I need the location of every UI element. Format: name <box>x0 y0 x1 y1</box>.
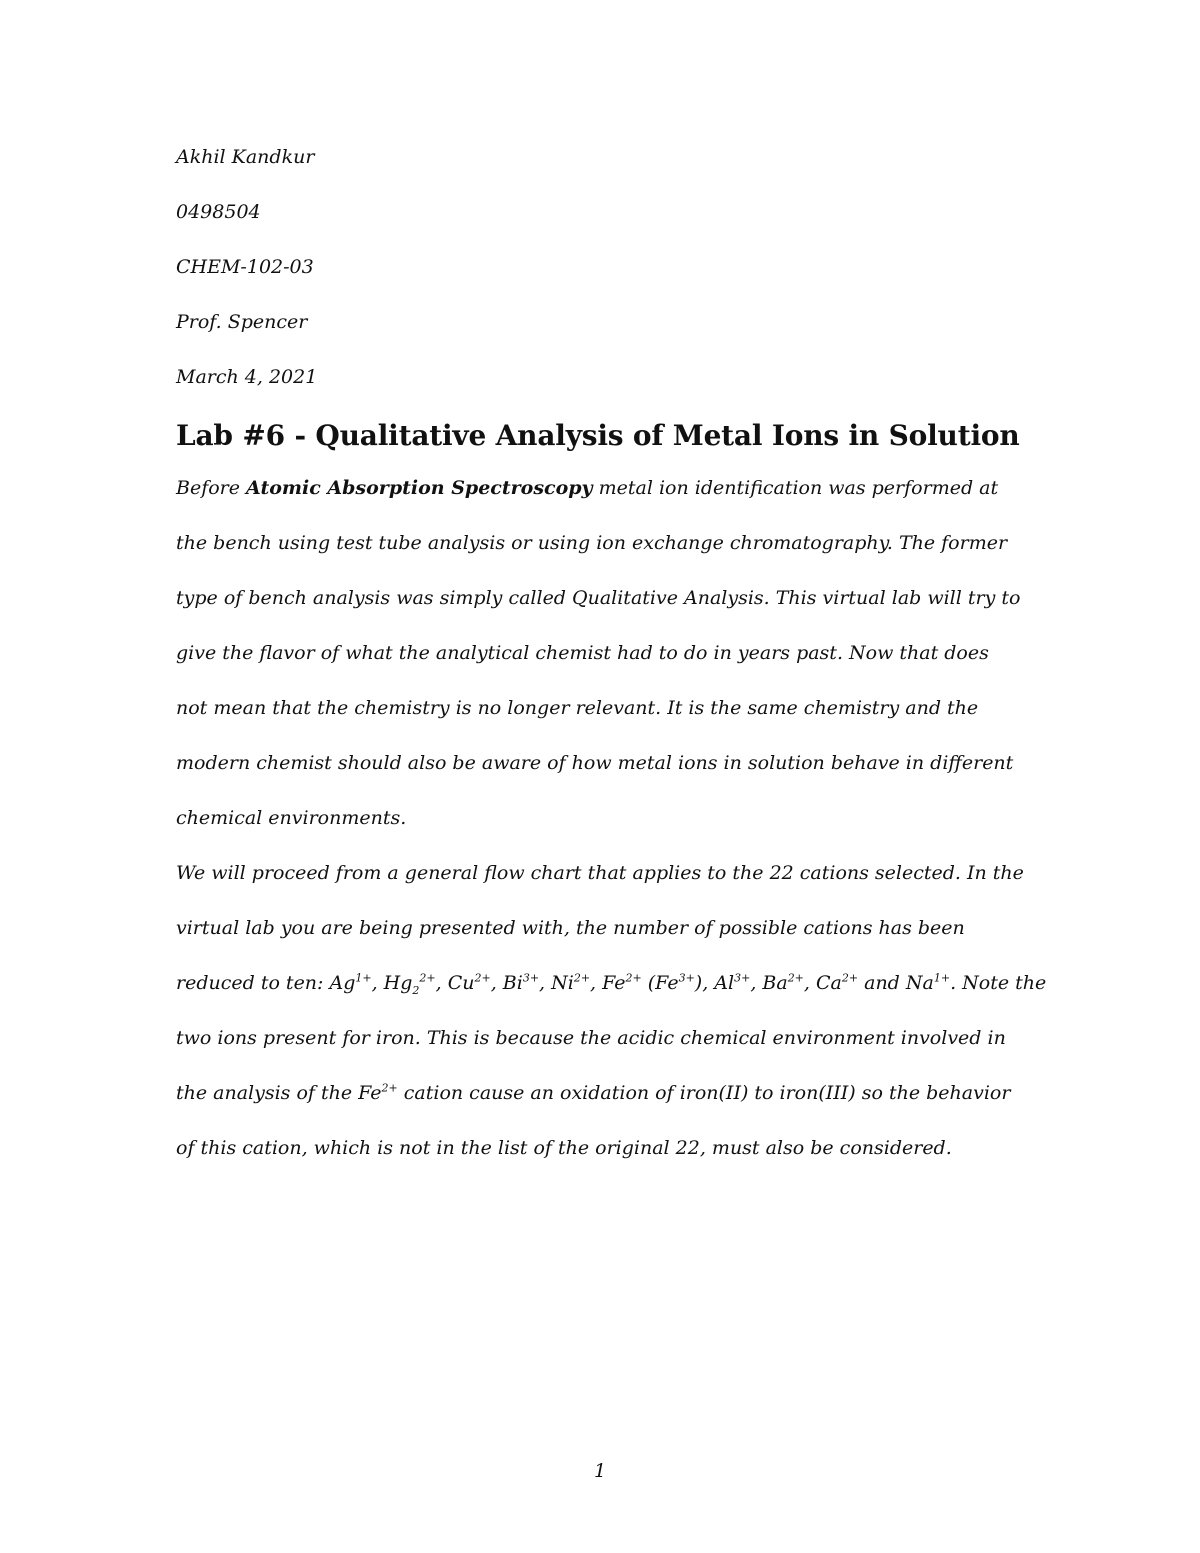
paragraph-line: not mean that the chemistry is no longer relevant. It is the same chemistry and the <box>176 697 979 719</box>
text-run: , Bi <box>490 972 523 994</box>
text-run: and Na <box>858 972 934 994</box>
ion-subscript: 2 <box>412 983 420 997</box>
ion-charge: 2+ <box>474 971 491 985</box>
text-run: , Ni <box>539 972 574 994</box>
paragraph-line-cation-list <box>176 968 1047 1023</box>
ion-charge: 3+ <box>522 971 540 985</box>
text-run: . Note the <box>950 972 1047 994</box>
text-run: , Ba <box>750 972 788 994</box>
ion-charge: 1+ <box>933 971 951 985</box>
paragraph-intro <box>176 473 1036 858</box>
ion-charge: 2+ <box>787 971 804 985</box>
ion-charge: 2+ <box>573 971 591 985</box>
paragraph-line <box>176 473 1036 528</box>
ion-charge: 3+ <box>734 971 751 985</box>
author-name: Akhil Kandkur <box>176 146 315 168</box>
paragraph-line: give the flavor of what the analytical chemist had to do in years past. Now that does <box>176 642 989 664</box>
ion-charge: 2+ <box>419 971 436 985</box>
bold-term: Atomic Absorption Spectroscopy <box>246 477 593 499</box>
text-run: reduced to ten: Ag <box>176 972 356 994</box>
paragraph-line: two ions present for iron. This is because the acidic chemical environment involved in <box>176 1027 1006 1049</box>
student-id: 0498504 <box>176 201 261 223</box>
text-run: , Ca <box>803 972 842 994</box>
professor-name: Prof. Spencer <box>176 311 308 333</box>
document-date: March 4, 2021 <box>176 366 318 388</box>
ion-charge: 2+ <box>381 1081 398 1095</box>
paragraph-line: We will proceed from a general flow chart that applies to the 22 cations selected. In the <box>176 862 1024 884</box>
ion-charge: 2+ <box>625 971 642 985</box>
paragraph-line: virtual lab you are being presented with, the number of possible cations has been <box>176 917 965 939</box>
paragraph-line: type of bench analysis was simply called Qualitative Analysis. This virtual lab will try to <box>176 587 1021 609</box>
text-run: the analysis of the Fe <box>176 1082 382 1104</box>
paragraph-line: the bench using test tube analysis or using ion exchange chromatography. The former <box>176 532 1008 554</box>
ion-charge: 3+ <box>678 971 695 985</box>
page-number: 1 <box>593 1460 607 1482</box>
paragraph-line: chemical environments. <box>176 807 407 829</box>
text-run: , Fe <box>590 972 626 994</box>
text-run: , Hg <box>371 972 413 994</box>
course-code: CHEM-102-03 <box>176 256 314 278</box>
text-run: ), Al <box>694 972 735 994</box>
text-run: cation cause an oxidation of iron(II) to iron(III) so the behavior <box>397 1082 1011 1104</box>
paragraph-cations <box>176 858 1047 1188</box>
ion-charge: 2+ <box>841 971 859 985</box>
paragraph-line-iron <box>176 1078 1036 1133</box>
document-title: Lab #6 - Qualitative Analysis of Metal Ions in Solution <box>176 419 1020 452</box>
paragraph-line: of this cation, which is not in the list of the original 22, must also be considered. <box>176 1137 952 1159</box>
text-run: (Fe <box>641 972 679 994</box>
ion-charge: 1+ <box>355 971 372 985</box>
text-run: , Cu <box>435 972 475 994</box>
paragraph-line: modern chemist should also be aware of how metal ions in solution behave in different <box>176 752 1014 774</box>
text-run: Before <box>176 477 247 499</box>
text-run: metal ion identification was performed at <box>592 477 999 499</box>
